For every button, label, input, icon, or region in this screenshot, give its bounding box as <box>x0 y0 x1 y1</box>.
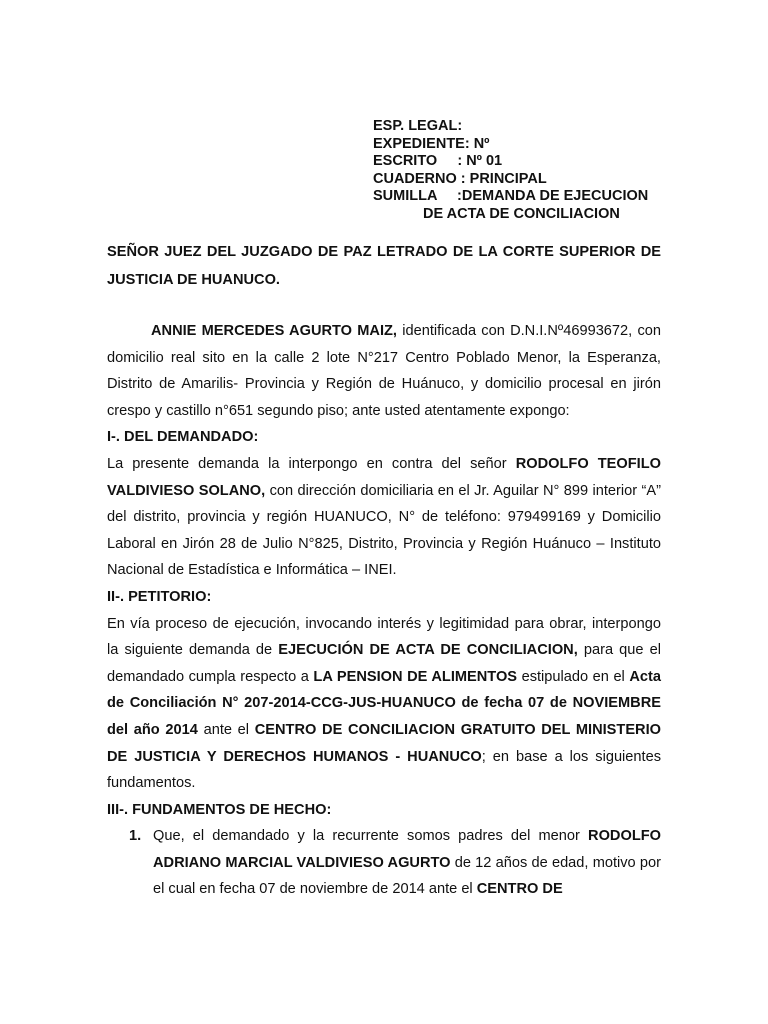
header-cuaderno: CUADERNO : PRINCIPAL <box>373 170 547 187</box>
fundamento-1-paragraph <box>153 823 661 903</box>
judge-address: SEÑOR JUEZ DEL JUZGADO DE PAZ LETRADO DE LA CORTE SUPERIOR DE JUSTICIA DE HUANUCO. <box>107 244 661 288</box>
fundamento-text-1: Que, el demandado y la recurrente somos padres del menor <box>153 828 589 845</box>
fundamento-bold-2: CENTRO DE <box>476 881 563 898</box>
defendant-name: RODOLFO TEOFILO VALDIVIESO SOLANO, <box>107 455 661 499</box>
header-sumilla-continued: DE ACTA DE CONCILIACION <box>423 205 620 222</box>
petitorio-text-1: En vía proceso de ejecución, invocando interés y legitimidad para obrar, interpongo la siguiente demanda de <box>107 615 661 659</box>
fundamento-text-2: de 12 años de edad, motivo por el cual en fecha 07 de noviembre de 2014 ante el <box>153 854 661 898</box>
section-title-petitorio: II-. PETITORIO: <box>107 588 212 605</box>
petitorio-bold-4: CENTRO DE CONCILIACION GRATUITO DEL MINISTERIO DE JUSTICIA Y DERECHOS HUMANOS - HUANUCO <box>107 721 662 765</box>
intro-text: identificada con D.N.I.Nº46993672, con domicilio real sito en la calle 2 lote N°217 Centro Poblado Menor, la Esperanza, Distrito de Amarilis- Provincia y Región de Huánuco, y domicilio procesal en jirón crespo y castillo n°651 segundo piso; ante usted atentamente expongo: <box>107 323 661 419</box>
section-title-fundamentos: III-. FUNDAMENTOS DE HECHO: <box>107 801 332 818</box>
petitorio-text-4: ante el <box>197 721 255 738</box>
petitorio-bold-1: EJECUCIÓN DE ACTA DE CONCILIACION, <box>278 642 578 659</box>
demandado-text-1: La presente demanda la interpongo en contra del señor <box>107 455 516 472</box>
header-expediente: EXPEDIENTE: Nº <box>373 135 490 152</box>
plaintiff-name: ANNIE MERCEDES AGURTO MAIZ, <box>151 323 397 339</box>
case-header <box>373 118 673 223</box>
petitorio-text-2: para que el demandado cumpla respecto a <box>107 642 661 685</box>
intro-paragraph <box>107 318 661 424</box>
demandado-text-2: con dirección domiciliaria en el Jr. Aguilar N° 899 interior “A” del distrito, provincia y región HUANUCO, N° de teléfono: 979499169 y Domicilio Laboral en Jirón 28 de Julio N°825, Distrito, Provincia y Región Huánuco – Instituto Nacional de Estadística e Informática – INEI. <box>107 482 661 579</box>
petitorio-text-5: ; en base a los siguientes fundamentos. <box>107 748 661 792</box>
list-number: 1. <box>129 828 142 845</box>
petitorio-bold-3: Acta de Conciliación N° 207-2014-CCG-JUS-HUANUCO de fecha 07 de NOVIEMBRE del año 2014 <box>107 668 661 738</box>
header-escrito: ESCRITO : Nº 01 <box>373 153 503 169</box>
petitorio-bold-2: LA PENSION DE ALIMENTOS <box>313 668 518 685</box>
petitorio-text-3: estipulado en el <box>517 668 630 685</box>
petitorio-paragraph <box>107 611 661 797</box>
child-name: RODOLFO ADRIANO MARCIAL VALDIVIESO AGURTO <box>153 828 661 871</box>
list-item <box>107 823 661 903</box>
section-title-demandado: I-. DEL DEMANDADO: <box>107 429 259 446</box>
header-esp-legal: ESP. LEGAL: <box>373 118 463 134</box>
demandado-paragraph <box>107 451 661 584</box>
document-body <box>107 318 661 903</box>
header-sumilla: SUMILLA :DEMANDA DE EJECUCION <box>373 188 649 204</box>
